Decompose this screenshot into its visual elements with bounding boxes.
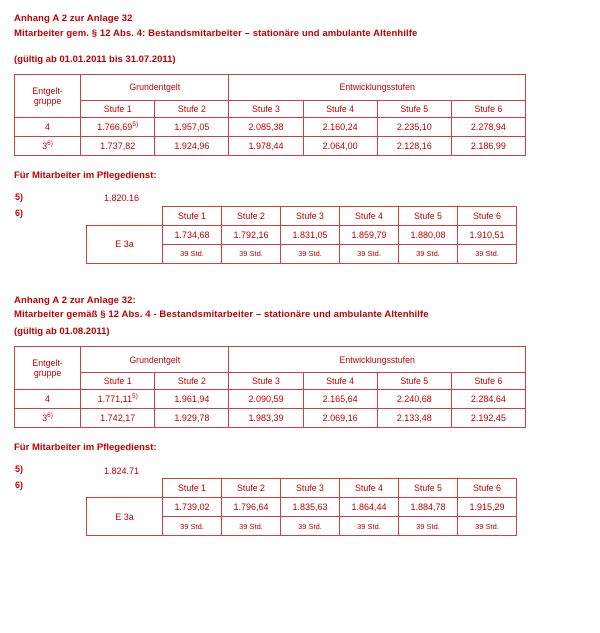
cell-stufe-6: 2.192,45 [451, 409, 525, 428]
e3a-column-header-stufe-2: Stufe 2 [222, 479, 281, 498]
section-1-footnote-layout [14, 191, 517, 264]
e3a-value-row [87, 498, 517, 517]
section-2-salary-table [14, 346, 526, 428]
e3a-header-row [87, 206, 517, 225]
column-header-stufe-5: Stufe 5 [377, 100, 451, 117]
column-group-entwicklungsstufen: Entwicklungsstufen [229, 347, 526, 373]
e3a-hours-stufe-1: 39 Std. [163, 244, 222, 263]
e3a-hours-stufe-2: 39 Std. [222, 244, 281, 263]
cell-stufe-3: 2.085,38 [229, 117, 303, 136]
section-1-pflege-block [14, 191, 590, 264]
e3a-cell-stufe-6: 1.910,51 [458, 225, 517, 244]
column-header-stufe-2: Stufe 2 [155, 100, 229, 117]
cell-stufe-4: 2.160,24 [303, 117, 377, 136]
e3a-cell-stufe-2: 1.796,64 [222, 498, 281, 517]
section-1-salary-table [14, 74, 526, 156]
column-header-stufe-2: Stufe 2 [155, 373, 229, 390]
e3a-column-header-stufe-1: Stufe 1 [163, 479, 222, 498]
cell-stufe-5: 2.133,48 [377, 409, 451, 428]
column-group-entwicklungsstufen: Entwicklungsstufen [229, 74, 526, 100]
cell-stufe-3: 1.983,39 [229, 409, 303, 428]
footnote-value-5: 1.820.16 [104, 193, 140, 204]
column-header-stufe-1: Stufe 1 [81, 100, 155, 117]
footnote-marker: 5) [131, 393, 138, 401]
row-entgeltgruppe: 4 [15, 117, 81, 136]
e3a-header-row [87, 479, 517, 498]
cell-stufe-4: 2.064,00 [303, 136, 377, 155]
e3a-value-row [87, 225, 517, 244]
table-header-stufen-row [15, 373, 526, 390]
footnote-marker: 6) [47, 139, 53, 147]
cell-stufe-1: 1.742,17 [81, 409, 155, 428]
section-1-e3a-table [86, 206, 517, 264]
e3a-hours-stufe-2: 39 Std. [222, 517, 281, 536]
column-header-stufe-4: Stufe 4 [303, 373, 377, 390]
footnote-row-6 [14, 478, 517, 536]
section-1-title-line2: Mitarbeiter gem. § 12 Abs. 4: Bestandsmitarbeiter – stationäre und ambulante Altenhilfe [14, 27, 418, 39]
e3a-cell-stufe-1: 1.734,68 [163, 225, 222, 244]
e3a-hours-stufe-3: 39 Std. [281, 517, 340, 536]
section-2-pflege-label: Für Mitarbeiter im Pflegedienst: [14, 442, 157, 454]
table-header-group-row [15, 347, 526, 373]
e3a-row-label: E 3a [87, 225, 163, 263]
footnote-value-5: 1.824.71 [104, 465, 140, 476]
column-header-stufe-3: Stufe 3 [229, 373, 303, 390]
section-2-pflege-block [14, 463, 590, 536]
e3a-hours-stufe-6: 39 Std. [458, 517, 517, 536]
e3a-cell-stufe-5: 1.884,78 [399, 498, 458, 517]
cell-stufe-3: 1.978,44 [229, 136, 303, 155]
cell-stufe-6: 2.284,64 [451, 390, 525, 409]
footnote-row-6 [14, 206, 517, 264]
e3a-hours-stufe-3: 39 Std. [281, 244, 340, 263]
section-divider-space [14, 264, 590, 294]
e3a-row-label: E 3a [87, 498, 163, 536]
e3a-hours-stufe-4: 39 Std. [340, 244, 399, 263]
section-2-footnote-layout [14, 463, 517, 536]
row-entgeltgruppe: 3$^{6)}$ [15, 136, 81, 155]
e3a-cell-stufe-5: 1.880,08 [399, 225, 458, 244]
e3a-hours-stufe-6: 39 Std. [458, 244, 517, 263]
footnote-row-5 [14, 191, 517, 206]
e3a-column-header-stufe-6: Stufe 6 [458, 206, 517, 225]
e3a-cell-stufe-3: 1.831,05 [281, 225, 340, 244]
footnote-label-5: 5) [15, 191, 24, 202]
e3a-hours-stufe-5: 39 Std. [399, 517, 458, 536]
cell-stufe-5: 2.128,16 [377, 136, 451, 155]
footnote-row-5 [14, 463, 517, 478]
section-2-title-line2: Mitarbeiter gemäß § 12 Abs. 4 - Bestandsmitarbeiter – stationäre und ambulante Altenhilfe [14, 309, 429, 321]
table-row [15, 390, 526, 409]
e3a-column-header-stufe-6: Stufe 6 [458, 479, 517, 498]
cell-stufe-1: 1.737,82 [81, 136, 155, 155]
row-entgeltgruppe: 3$^{6)}$ [15, 409, 81, 428]
cell-stufe-4: 2.165,64 [303, 390, 377, 409]
e3a-column-header-stufe-4: Stufe 4 [340, 206, 399, 225]
column-header-stufe-6: Stufe 6 [451, 373, 525, 390]
cell-stufe-6: 2.186,99 [451, 136, 525, 155]
cell-stufe-5: 2.235,10 [377, 117, 451, 136]
e3a-hours-stufe-1: 39 Std. [163, 517, 222, 536]
section-2-title-line1: Anhang A 2 zur Anlage 32: [14, 294, 136, 306]
e3a-column-header-stufe-3: Stufe 3 [281, 479, 340, 498]
cell-stufe-2: 1.957,05 [155, 117, 229, 136]
cell-stufe-1: 1.771,11$^{5)}$ [81, 390, 155, 409]
e3a-cell-stufe-4: 1.859,79 [340, 225, 399, 244]
cell-stufe-2: 1.929,78 [155, 409, 229, 428]
column-header-stufe-6: Stufe 6 [451, 100, 525, 117]
table-row [15, 409, 526, 428]
column-header-stufe-4: Stufe 4 [303, 100, 377, 117]
column-header-stufe-3: Stufe 3 [229, 100, 303, 117]
cell-stufe-1: 1.766,69$^{5)}$ [81, 117, 155, 136]
e3a-hours-stufe-5: 39 Std. [399, 244, 458, 263]
table-header-stufen-row [15, 100, 526, 117]
column-group-grundentgelt: Grundentgelt [81, 74, 229, 100]
footnote-label-6: 6) [15, 480, 24, 491]
footnote-label-6: 6) [15, 207, 24, 218]
e3a-column-header-stufe-5: Stufe 5 [399, 479, 458, 498]
e3a-column-header-stufe-5: Stufe 5 [399, 206, 458, 225]
e3a-column-header-stufe-4: Stufe 4 [340, 479, 399, 498]
cell-stufe-5: 2.240,68 [377, 390, 451, 409]
e3a-cell-stufe-6: 1.915,29 [458, 498, 517, 517]
section-2-e3a-table [86, 478, 517, 536]
section-1-validity: (gültig ab 01.01.2011 bis 31.07.2011) [14, 53, 176, 65]
row-entgeltgruppe: 4 [15, 390, 81, 409]
table-row [15, 136, 526, 155]
column-header-entgeltgruppe: Entgelt- gruppe [15, 74, 81, 117]
column-group-grundentgelt: Grundentgelt [81, 347, 229, 373]
e3a-column-header-stufe-3: Stufe 3 [281, 206, 340, 225]
e3a-cell-stufe-2: 1.792,16 [222, 225, 281, 244]
cell-stufe-2: 1.924,96 [155, 136, 229, 155]
e3a-cell-stufe-4: 1.864,44 [340, 498, 399, 517]
column-header-stufe-1: Stufe 1 [81, 373, 155, 390]
cell-stufe-6: 2.278,94 [451, 117, 525, 136]
table-row [15, 117, 526, 136]
column-header-entgeltgruppe: Entgelt- gruppe [15, 347, 81, 390]
table-header-group-row [15, 74, 526, 100]
cell-stufe-4: 2.069,16 [303, 409, 377, 428]
cell-stufe-3: 2.090,59 [229, 390, 303, 409]
section-2 [14, 294, 590, 537]
e3a-hours-stufe-4: 39 Std. [340, 517, 399, 536]
section-2-validity: (gültig ab 01.08.2011) [14, 326, 110, 338]
e3a-column-header-stufe-1: Stufe 1 [163, 206, 222, 225]
section-1-title-line1: Anhang A 2 zur Anlage 32 [14, 13, 133, 24]
footnote-label-5: 5) [15, 464, 24, 475]
e3a-cell-stufe-3: 1.835,63 [281, 498, 340, 517]
footnote-marker: 6) [47, 412, 53, 420]
section-1 [14, 12, 590, 264]
footnote-marker: 5) [132, 120, 139, 128]
cell-stufe-2: 1.961,94 [155, 390, 229, 409]
column-header-stufe-5: Stufe 5 [377, 373, 451, 390]
e3a-cell-stufe-1: 1.739,02 [163, 498, 222, 517]
e3a-column-header-stufe-2: Stufe 2 [222, 206, 281, 225]
section-1-pflege-label: Für Mitarbeiter im Pflegedienst: [14, 169, 157, 181]
